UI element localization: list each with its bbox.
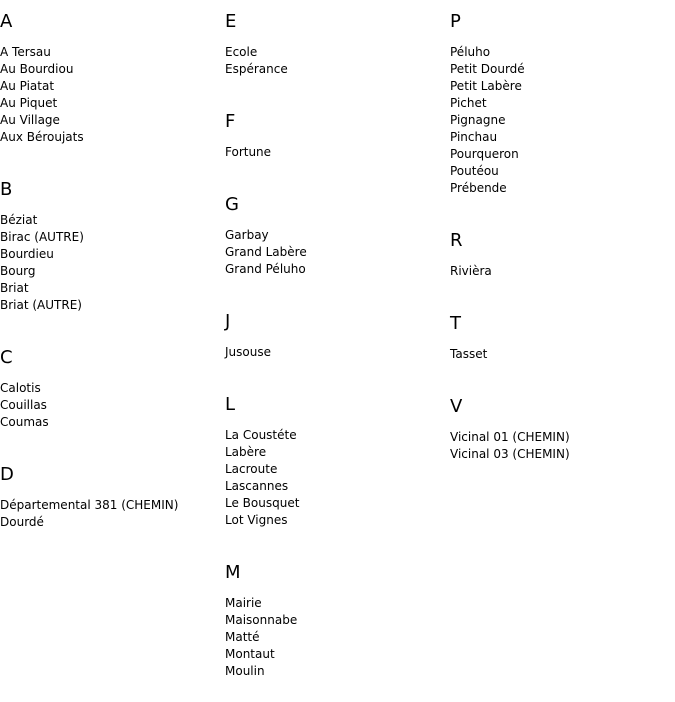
letter-group bbox=[225, 300, 450, 383]
letter-group bbox=[0, 336, 225, 453]
street-item bbox=[225, 629, 450, 646]
letter-heading: L bbox=[225, 394, 236, 415]
street-item bbox=[225, 227, 450, 244]
street-link[interactable]: Mairie bbox=[225, 596, 262, 610]
street-link[interactable]: Bourdieu bbox=[0, 247, 54, 261]
letter-group bbox=[0, 453, 225, 553]
street-item bbox=[225, 244, 450, 261]
street-item bbox=[0, 514, 225, 531]
index-column bbox=[0, 0, 225, 553]
letter-heading: F bbox=[225, 111, 236, 132]
street-link[interactable]: A Tersau bbox=[0, 45, 51, 59]
street-item bbox=[225, 444, 450, 461]
street-link[interactable]: Grand Labère bbox=[225, 245, 307, 259]
street-link[interactable]: Petit Dourdé bbox=[450, 62, 525, 76]
letter-heading: G bbox=[225, 194, 239, 215]
street-list bbox=[450, 251, 675, 302]
street-item bbox=[0, 497, 225, 514]
street-item bbox=[450, 429, 675, 446]
street-link[interactable]: Lacroute bbox=[225, 462, 278, 476]
street-item bbox=[0, 414, 225, 431]
street-item bbox=[450, 44, 675, 61]
street-item bbox=[0, 44, 225, 61]
street-list bbox=[225, 132, 450, 183]
street-item bbox=[0, 112, 225, 129]
street-link[interactable]: Pichet bbox=[450, 96, 487, 110]
street-item bbox=[225, 646, 450, 663]
street-item bbox=[225, 612, 450, 629]
street-link[interactable]: La Coustéte bbox=[225, 428, 297, 442]
street-link[interactable]: Le Bousquet bbox=[225, 496, 300, 510]
street-item bbox=[450, 346, 675, 363]
letter-group bbox=[450, 219, 675, 302]
street-link[interactable]: Lascannes bbox=[225, 479, 289, 493]
street-link[interactable]: Espérance bbox=[225, 62, 288, 76]
street-link[interactable]: Vicinal 03 (CHEMIN) bbox=[450, 447, 570, 461]
street-item bbox=[225, 261, 450, 278]
street-item bbox=[225, 595, 450, 612]
street-link[interactable]: Couillas bbox=[0, 398, 47, 412]
street-link[interactable]: Matté bbox=[225, 630, 260, 644]
street-link[interactable]: Briat bbox=[0, 281, 29, 295]
street-link[interactable]: Départemental 381 (CHEMIN) bbox=[0, 498, 179, 512]
street-link[interactable]: Labère bbox=[225, 445, 267, 459]
street-list bbox=[0, 32, 225, 168]
street-item bbox=[450, 112, 675, 129]
letter-group bbox=[450, 0, 675, 219]
street-item bbox=[225, 663, 450, 680]
street-item bbox=[450, 61, 675, 78]
street-item bbox=[0, 78, 225, 95]
street-item bbox=[450, 129, 675, 146]
street-item bbox=[225, 512, 450, 529]
street-list bbox=[0, 200, 225, 336]
street-item bbox=[450, 78, 675, 95]
street-item bbox=[225, 427, 450, 444]
letter-group bbox=[0, 0, 225, 168]
street-link[interactable]: Moulin bbox=[225, 664, 265, 678]
index-column bbox=[450, 0, 675, 485]
street-link[interactable]: Lot Vignes bbox=[225, 513, 288, 527]
letter-heading: J bbox=[225, 311, 231, 332]
street-link[interactable]: Pinchau bbox=[450, 130, 498, 144]
street-link[interactable]: Garbay bbox=[225, 228, 269, 242]
street-item bbox=[0, 380, 225, 397]
street-item bbox=[0, 61, 225, 78]
letter-heading: M bbox=[225, 562, 241, 583]
street-list bbox=[450, 32, 675, 219]
street-item bbox=[450, 263, 675, 280]
letter-heading: E bbox=[225, 11, 237, 32]
street-list bbox=[225, 32, 450, 100]
letter-heading: R bbox=[450, 230, 463, 251]
street-link[interactable]: Fortune bbox=[225, 145, 272, 159]
street-list bbox=[450, 417, 675, 485]
letter-heading: P bbox=[450, 11, 461, 32]
street-item bbox=[225, 478, 450, 495]
street-list bbox=[225, 415, 450, 551]
street-link[interactable]: Au Piquet bbox=[0, 96, 58, 110]
street-link[interactable]: Pignagne bbox=[450, 113, 506, 127]
street-link[interactable]: Jusouse bbox=[225, 345, 271, 359]
letter-heading: C bbox=[0, 347, 13, 368]
letter-group bbox=[450, 385, 675, 485]
street-item bbox=[0, 229, 225, 246]
street-item bbox=[450, 163, 675, 180]
street-link[interactable]: Pourqueron bbox=[450, 147, 519, 161]
street-item bbox=[225, 144, 450, 161]
letter-group bbox=[225, 383, 450, 551]
street-link[interactable]: Aux Béroujats bbox=[0, 130, 84, 144]
street-link[interactable]: Tasset bbox=[450, 347, 488, 361]
letter-heading: V bbox=[450, 396, 463, 417]
street-item bbox=[0, 263, 225, 280]
street-item bbox=[450, 180, 675, 197]
index-column bbox=[225, 0, 450, 702]
street-item bbox=[450, 95, 675, 112]
street-link[interactable]: Briat (AUTRE) bbox=[0, 298, 82, 312]
street-item bbox=[0, 95, 225, 112]
letter-group bbox=[0, 168, 225, 336]
letter-heading: D bbox=[0, 464, 14, 485]
street-link[interactable]: Montaut bbox=[225, 647, 275, 661]
street-link[interactable]: Béziat bbox=[0, 213, 38, 227]
street-link[interactable]: Bourg bbox=[0, 264, 36, 278]
street-item bbox=[450, 446, 675, 463]
street-link[interactable]: Péluho bbox=[450, 45, 491, 59]
street-item bbox=[0, 280, 225, 297]
street-link[interactable]: Au Village bbox=[0, 113, 60, 127]
street-item bbox=[225, 495, 450, 512]
street-link[interactable]: Au Bourdiou bbox=[0, 62, 74, 76]
street-item bbox=[0, 297, 225, 314]
letter-group bbox=[225, 551, 450, 702]
street-list bbox=[450, 334, 675, 385]
street-link[interactable]: Coumas bbox=[0, 415, 49, 429]
letter-group bbox=[450, 302, 675, 385]
street-list bbox=[225, 215, 450, 300]
street-list bbox=[0, 485, 225, 553]
street-link[interactable]: Grand Péluho bbox=[225, 262, 306, 276]
street-item bbox=[225, 44, 450, 61]
letter-group bbox=[225, 0, 450, 100]
letter-heading: A bbox=[0, 11, 13, 32]
letter-heading: B bbox=[0, 179, 13, 200]
street-item bbox=[0, 212, 225, 229]
street-list bbox=[225, 332, 450, 383]
street-link[interactable]: Calotis bbox=[0, 381, 41, 395]
street-link[interactable]: Petit Labère bbox=[450, 79, 522, 93]
street-item bbox=[225, 61, 450, 78]
street-link[interactable]: Poutéou bbox=[450, 164, 499, 178]
street-link[interactable]: Vicinal 01 (CHEMIN) bbox=[450, 430, 570, 444]
street-item bbox=[225, 344, 450, 361]
street-item bbox=[0, 246, 225, 263]
street-list bbox=[0, 368, 225, 453]
street-link[interactable]: Prébende bbox=[450, 181, 507, 195]
street-item bbox=[450, 146, 675, 163]
street-link[interactable]: Birac (AUTRE) bbox=[0, 230, 84, 244]
street-link[interactable]: Ecole bbox=[225, 45, 258, 59]
street-link[interactable]: Dourdé bbox=[0, 515, 44, 529]
letter-group bbox=[225, 183, 450, 300]
letter-group bbox=[225, 100, 450, 183]
street-link[interactable]: Au Piatat bbox=[0, 79, 55, 93]
street-item bbox=[0, 129, 225, 146]
letter-heading: T bbox=[450, 313, 461, 334]
street-item bbox=[225, 461, 450, 478]
street-link[interactable]: Rivièra bbox=[450, 264, 492, 278]
street-link[interactable]: Maisonnabe bbox=[225, 613, 298, 627]
street-item bbox=[0, 397, 225, 414]
